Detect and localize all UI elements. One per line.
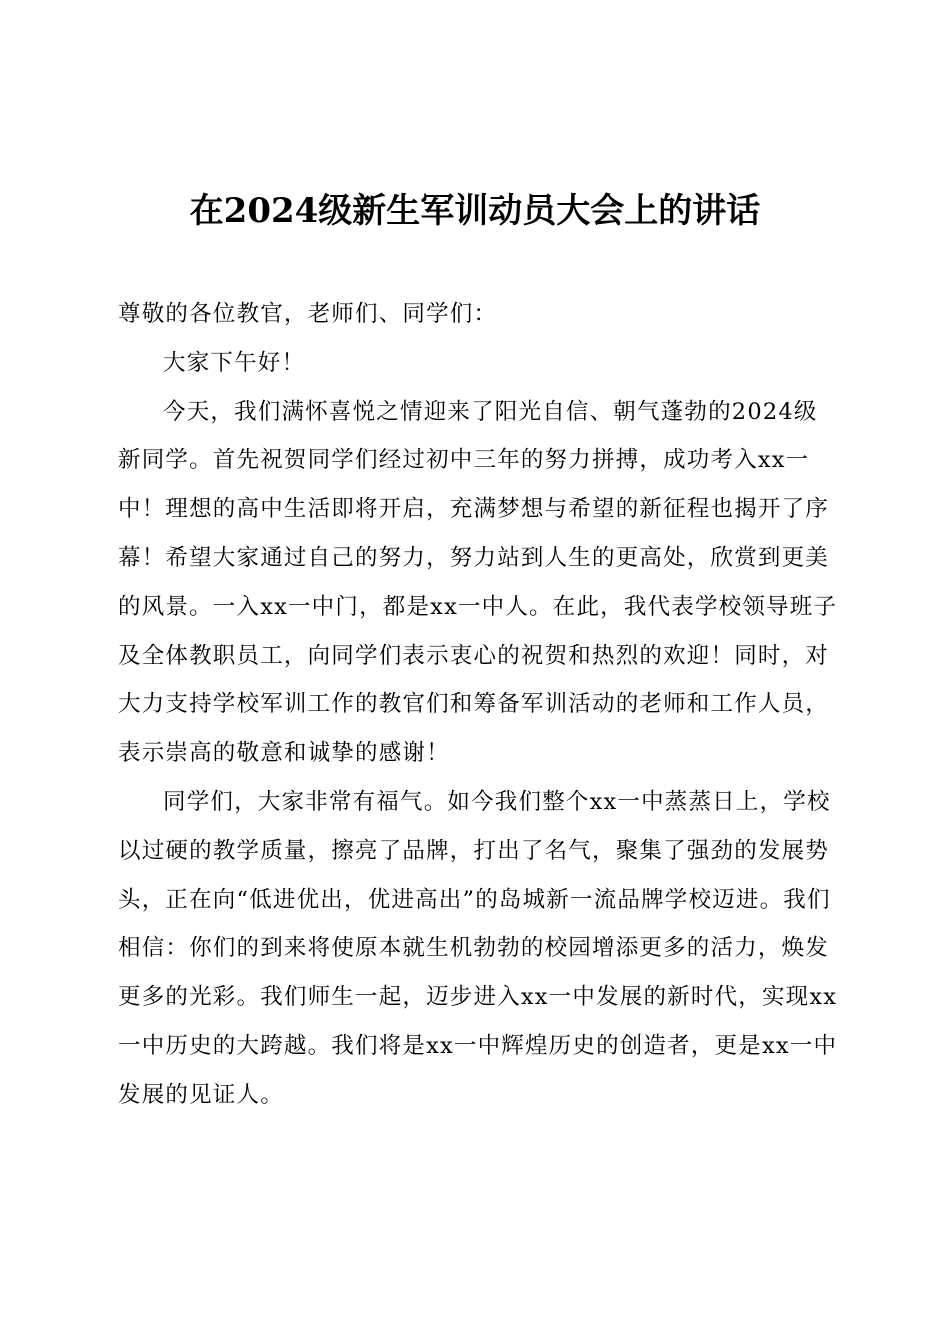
paragraph-school: 同学们，大家非常有福气。如今我们整个xx一中蒸蒸日上，学校以过硬的教学质量，擦亮了品牌，打出了名气，聚集了强劲的发展势头，正在向“低进优出，优进高出”的岛城新一流品牌学校迈进。我们相信：你们的到来将使原本就生机勃勃的校园增添更多的活力，焕发更多的光彩。我们师生一起，迈步进入xx一中发展的新时代，实现xx一中历史的大跨越。我们将是xx一中辉煌历史的创造者，更是xx一中发展的见证人。 [118, 788, 838, 1108]
paragraph-greeting: 大家下午好！ [163, 349, 306, 376]
salutation: 尊敬的各位教官，老师们、同学们： [118, 301, 498, 327]
paragraph-welcome: 今天，我们满怀喜悦之情迎来了阳光自信、朝气蓬勃的2024级新同学。首先祝贺同学们经过初中三年的努力拼搏，成功考入xx一中！理想的高中生活即将开启，充满梦想与希望的新征程也揭开了序幕！希望大家通过自己的努力，努力站到人生的更高处，欣赏到更美的风景。一入xx一中门，都是xx一中人。在此，我代表学校领导班子及全体教职员工，向同学们表示衷心的祝贺和热烈的欢迎！同时，对大力支持学校军训工作的教官们和筹备军训活动的老师和工作人员，表示崇高的敬意和诚挚的感谢！ [118, 398, 838, 767]
document-title: 在2024级新生军训动员大会上的讲话 [189, 191, 761, 231]
document-body [118, 290, 838, 1120]
